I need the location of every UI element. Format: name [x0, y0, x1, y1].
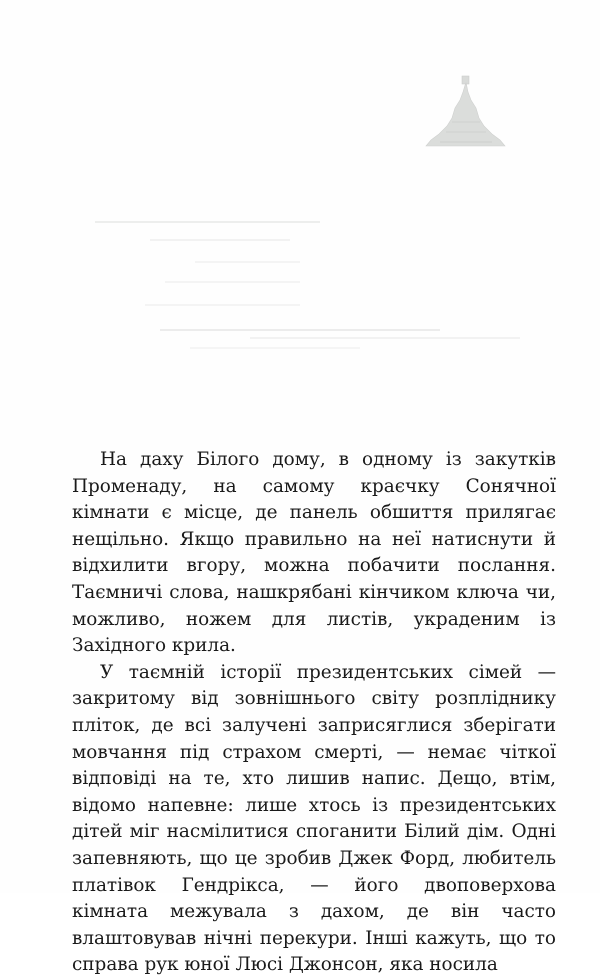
- paragraph-1: На даху Білого дому, в одному із закутків Променаду, на самому краєчку Сонячної кімнати є місце, де панель обшиття прилягає нещільно. Якщо правильно на неї натиснути й відхилити вгору, можна побачити послання. Таємничі слова, нашкрябані кінчиком ключа чи, можливо, ножем для листів, украденим із Західного крила.: [72, 449, 556, 657]
- body-text: [72, 447, 556, 979]
- horizon-strokes: [95, 222, 520, 348]
- skyline-illustration: [0, 0, 600, 380]
- dome-sketch: [426, 76, 505, 146]
- paragraph-2: У таємній історії президентських сімей — закритому від зовнішнього світу розпліднику пліток, де всі залучені заприсяглися зберігати мовчання під страхом смерті, — немає чіткої відповіді на те, хто лишив напис. Дещо, втім, відомо напевне: лише хтось із президентських дітей міг насмілитися споганити Білий дім. Одні запевняють, що це зробив Джек Форд, любитель платівок Гендрікса, — його двоповерхова кімната межувала з дахом, де він часто влаштовував нічні перекури. Інші кажуть, що то справа рук юної Люсі Джонсон, яка носила: [72, 661, 556, 976]
